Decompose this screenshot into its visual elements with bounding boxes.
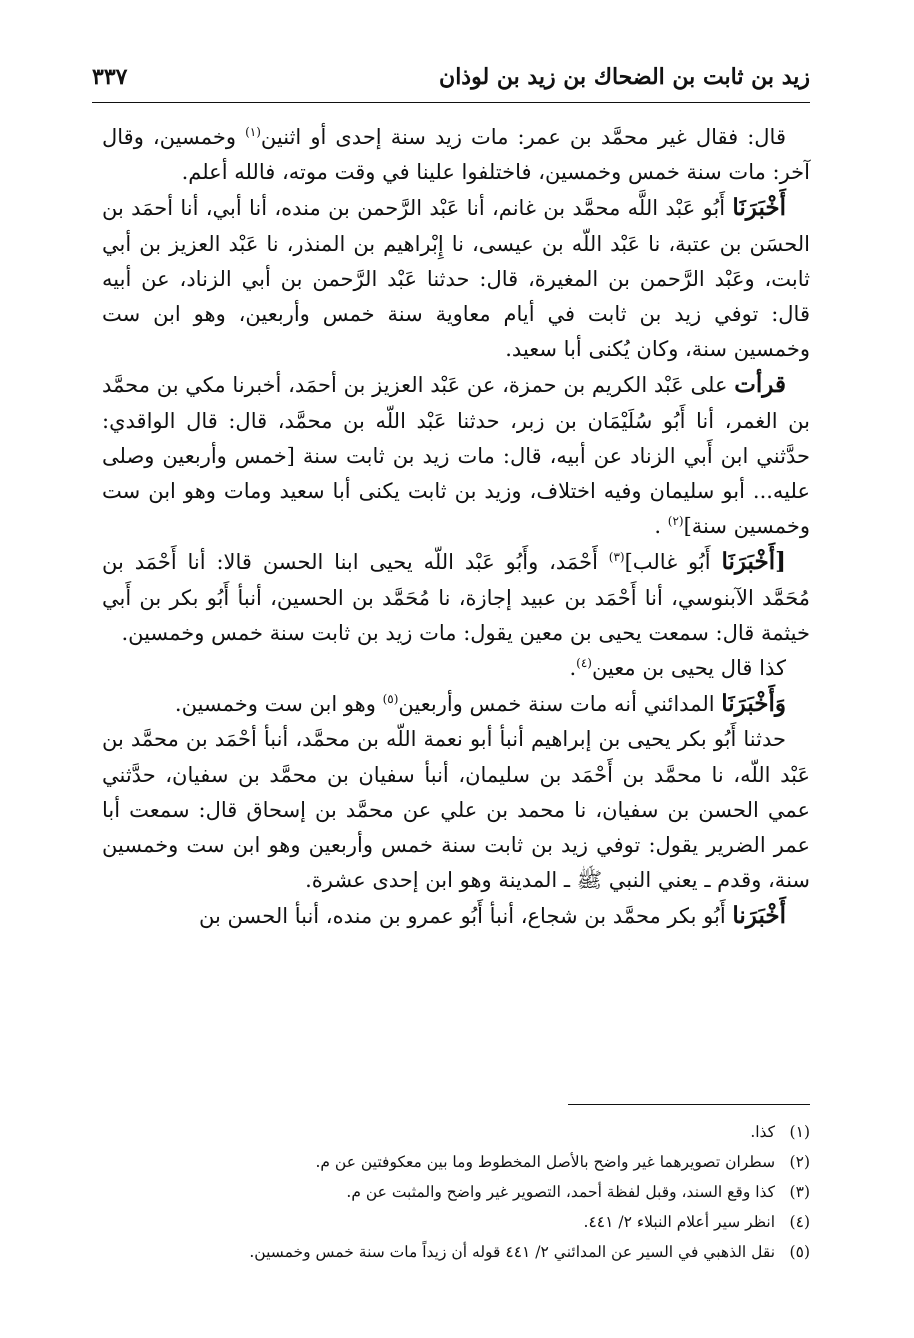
bracket-open: [	[775, 548, 786, 576]
footnote-number: (٥)	[789, 1243, 810, 1261]
page-number: ٣٣٧	[92, 64, 128, 90]
paragraph-text: كذا قال يحيى بن معين	[591, 656, 786, 681]
isnad-lead-word: أَخْبَرَنا	[732, 902, 786, 930]
footnote-number: (٤)	[789, 1213, 810, 1231]
isnad-lead-word: قرأت	[734, 371, 786, 399]
footnote-4	[102, 1208, 810, 1236]
page-header	[92, 58, 810, 103]
footnote-text: كذا وقع السند، وقبل لفظة أحمد، التصوير غير واضح والمثبت عن م.	[346, 1183, 776, 1201]
paragraph-text: حدثنا أَبُو بكر يحيى بن إبراهيم أنبأ أبو نعمة اللّه بن محمَّد، أنبأ أحْمَد بن محمَّد بن عَبْد اللّه، نا محمَّد بن أَحْمَد بن سليمان، أنبأ سفيان بن محمَّد بن سفيان، حدَّثني عمي الحسن بن سفيان، نا محمد بن علي عن محمَّد بن إسحاق قال: سمعت أبا عمر الضرير يقول: توفي زيد بن ثابت سنة خمس وأربعين وهو ابن ست وخمسين سنة، وقدم ـ يعني النبي ﷺ ـ المدينة وهو ابن إحدى عشرة.	[102, 727, 810, 893]
footnote-text: انظر سير أعلام النبلاء ٢/ ٤٤١.	[583, 1213, 776, 1231]
paragraph-text: المدائني أنه مات سنة خمس وأربعين	[398, 692, 722, 717]
paragraph-3	[102, 367, 810, 544]
paragraph-4	[102, 544, 810, 651]
footnote-ref-5: (٥)	[382, 692, 399, 707]
paragraph-text: أَبُو بكر محمَّد بن شجاع، أنبأ أَبُو عمرو بن منده، أنبأ الحسن بن	[199, 904, 733, 929]
isnad-lead-word: أَخْبَرَنَا	[732, 194, 786, 222]
footnote-ref-4: (٤)	[576, 656, 592, 671]
running-title: زيد بن ثابت بن الضحاك بن زيد بن لوذان	[439, 64, 810, 90]
footnote-ref-2: (٢)	[667, 514, 684, 529]
paragraph-text: وهو ابن ست وخمسين.	[174, 692, 383, 717]
footnote-1	[102, 1118, 810, 1146]
paragraph-text: قال: فقال غير محمَّد بن عمر: مات زيد سنة إحدى أو اثنين	[260, 125, 786, 149]
footnote-ref-1: (١)	[245, 125, 261, 139]
footnotes	[102, 1118, 810, 1268]
footnote-3	[102, 1178, 810, 1206]
paragraph-text: وخمسين، وقال آخر: مات سنة خمس وخمسين، فاختلفوا علينا في وقت موته، فالله أعلم.	[102, 125, 810, 185]
paragraph-text: .	[569, 656, 577, 681]
footnote-number: (١)	[789, 1123, 810, 1141]
paragraph-text: .	[654, 514, 668, 539]
footnote-text: سطران تصويرهما غير واضح بالأصل المخطوط وما بين معكوفتين عن م.	[315, 1153, 776, 1171]
paragraph-5	[102, 651, 810, 686]
isnad-lead-word: أَخْبَرَنَا	[721, 548, 776, 576]
footnote-text: نقل الذهبي في السير عن المدائني ٢/ ٤٤١ قوله أن زيداً مات سنة خمس وخمسين.	[249, 1243, 776, 1261]
footnote-divider	[568, 1104, 810, 1105]
paragraph-text: أَبُو عَبْد اللَّه محمَّد بن غانم، أنا عَبْد الرَّحمن بن منده، أنا أبي، أنا أحمَد بن الحسَن بن عتبة، نا عَبْد اللّه بن عيسى، نا إِبْراهيم بن المنذر، نا عَبْد العزيز بن أبي ثابت، وعَبْد الرَّحمن بن المغيرة، قال: حدثنا عَبْد الرَّحمن بن أبي الزناد، عن أبيه قال: توفي زيد بن ثابت في أيام معاوية سنة خمس وأربعين، وهو ابن ست وخمسين سنة، وكان يُكنى أبا سعيد.	[102, 196, 810, 362]
footnote-text: كذا.	[750, 1123, 776, 1141]
footnote-ref-3: (٣)	[608, 550, 625, 565]
main-text	[102, 120, 810, 935]
paragraph-8	[102, 898, 810, 934]
paragraph-text: أَحْمَد، وأَبُو عَبْد اللّه يحيى ابنا الحسن قالا: أنا أَحْمَد بن مُحَمَّد الآبنوسي، أنا أَحْمَد بن عبيد إجازة، نا مُحَمَّد بن الحسين، أنبأ أَبُو بكر بن أَبي خيثمة قال: سمعت يحيى بن معين يقول: مات زيد بن ثابت سنة خمس وخمسين.	[102, 550, 810, 645]
paragraph-6	[102, 686, 810, 722]
footnote-5	[102, 1238, 810, 1266]
isnad-lead-word: وَأَخْبَرَنَا	[721, 690, 786, 718]
paragraph-2	[102, 190, 810, 367]
paragraph-text: أَبُو غالب]	[624, 550, 722, 575]
paragraph-7	[102, 722, 810, 898]
paragraph-text: على عَبْد الكريم بن حمزة، عن عَبْد العزيز بن أحمَد، أخبرنا مكي بن محمَّد بن الغمر، أنا أَبُو سُلَيْمَان بن زبر، حدثنا عَبْد اللّه بن محمَّد، قال: قال الواقدي: حدَّثني ابن أَبي الزناد عن أبيه، قال: مات زيد بن ثابت سنة [خمس وأربعين وصلى عليه... أبو سليمان وفيه اختلاف، وزيد بن ثابت يكنى أبا سعيد ومات وهو ابن ست وخمسين سنة]	[102, 373, 810, 539]
footnote-number: (٢)	[789, 1153, 810, 1171]
footnote-2	[102, 1148, 810, 1176]
footnote-number: (٣)	[789, 1183, 810, 1201]
paragraph-1	[102, 120, 810, 190]
